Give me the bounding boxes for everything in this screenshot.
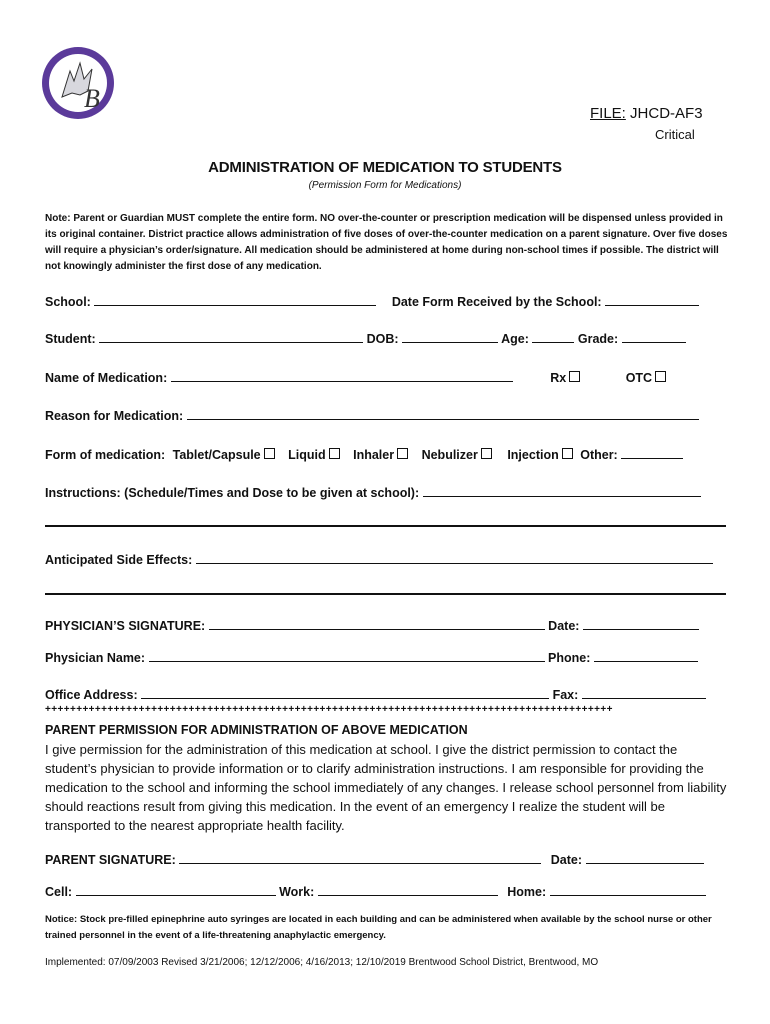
dob-label: DOB: [366, 332, 399, 346]
reason-label: Reason for Medication: [45, 409, 184, 423]
cell-label: Cell: [45, 885, 73, 899]
note-text: Note: Parent or Guardian MUST complete the entire form. NO over-the-counter or prescription medication will be dispensed unless provided in its original container. District practice allows administration of five doses of over-the-counter medication on a parent signature. Over five doses will require a physician’s order/signature. All medication should be administered at home during non-school times if possible. The district will not knowingly administer the first dose of any medication. [45, 213, 728, 272]
instructions-label: Instructions: (Schedule/Times and Dose to be given at school): [45, 486, 420, 500]
rx-checkbox[interactable] [569, 371, 580, 382]
parent-signature-label: PARENT SIGNATURE: [45, 853, 176, 867]
logo-letter: B [84, 84, 100, 113]
office-address-row [45, 686, 706, 702]
form-of-medication-row [45, 446, 683, 462]
side-effects-field[interactable] [196, 551, 713, 564]
file-code-value: JHCD-AF3 [630, 105, 703, 122]
tablet-checkbox[interactable] [264, 448, 275, 459]
medication-name-field[interactable] [171, 369, 513, 382]
rx-label: Rx [550, 371, 567, 385]
office-address-field[interactable] [141, 686, 549, 699]
form-label: Form of medication: [45, 448, 166, 462]
reason-field[interactable] [187, 407, 699, 420]
side-effects-row [45, 551, 713, 567]
parent-signature-row [45, 851, 704, 867]
otc-label: OTC [625, 371, 653, 385]
instructions-row [45, 484, 701, 500]
other-field[interactable] [621, 446, 683, 459]
page-title: ADMINISTRATION OF MEDICATION TO STUDENTS [208, 159, 562, 176]
file-label: FILE: [590, 105, 626, 122]
other-label: Other: [580, 448, 618, 462]
parent-permission-text: I give permission for the administration of this medication at school. I give the district permission to contact the student’s physician to provide information or to clarify administration instructions. I am responsible for providing the medication to the school and informing the school immediately of any changes. I release school personnel from liability should reactions result from giving this medication. In the event of an emergency I realize the student will be transported to the nearest appropriate health facility. [45, 742, 727, 833]
grade-label: Grade: [577, 332, 619, 346]
instructions-line-2[interactable] [45, 525, 726, 527]
contact-row [45, 883, 706, 899]
parent-permission-heading: PARENT PERMISSION FOR ADMINISTRATION OF ABOVE MEDICATION [45, 723, 468, 737]
age-field[interactable] [532, 330, 574, 343]
parent-date-label: Date: [550, 853, 583, 867]
fax-label: Fax: [552, 688, 579, 702]
liquid-checkbox[interactable] [329, 448, 340, 459]
physician-signature-label: PHYSICIAN’S SIGNATURE: [45, 619, 206, 633]
work-field[interactable] [318, 883, 498, 896]
dob-field[interactable] [402, 330, 498, 343]
side-effects-line-2[interactable] [45, 593, 726, 595]
physician-date-field[interactable] [583, 617, 699, 630]
student-field[interactable] [99, 330, 363, 343]
work-label: Work: [279, 885, 315, 899]
side-effects-label: Anticipated Side Effects: [45, 553, 193, 567]
nebulizer-checkbox[interactable] [481, 448, 492, 459]
otc-checkbox[interactable] [655, 371, 666, 382]
home-field[interactable] [550, 883, 706, 896]
injection-label: Injection [507, 448, 559, 462]
phone-field[interactable] [594, 649, 698, 662]
home-label: Home: [507, 885, 547, 899]
physician-name-row [45, 649, 698, 665]
student-row [45, 330, 686, 346]
school-label: School: [45, 295, 91, 309]
medication-name-label: Name of Medication: [45, 371, 168, 385]
tablet-label: Tablet/Capsule [172, 448, 261, 462]
school-row [45, 293, 699, 309]
parent-signature-field[interactable] [179, 851, 541, 864]
physician-name-label: Physician Name: [45, 651, 146, 665]
date-received-label: Date Form Received by the School: [391, 295, 602, 309]
office-address-label: Office Address: [45, 688, 138, 702]
liquid-label: Liquid [288, 448, 326, 462]
file-code [590, 105, 703, 122]
injection-checkbox[interactable] [562, 448, 573, 459]
physician-name-field[interactable] [149, 649, 545, 662]
footer-revision-info: Implemented: 07/09/2003 Revised 3/21/2006; 12/12/2006; 4/16/2013; 12/10/2019 Brentwood School District, Brentwood, MO [45, 957, 599, 968]
separator-line: +++++++++++++++++++++++++++++++++++++++++++++++++++++++++++++++++++++++++++++++++++++++++++ [45, 704, 613, 715]
inhaler-checkbox[interactable] [397, 448, 408, 459]
fax-field[interactable] [582, 686, 706, 699]
parent-date-field[interactable] [586, 851, 704, 864]
reason-row [45, 407, 699, 423]
nebulizer-label: Nebulizer [421, 448, 478, 462]
physician-signature-field[interactable] [209, 617, 545, 630]
grade-field[interactable] [622, 330, 686, 343]
criticality: Critical [655, 127, 695, 142]
page-subtitle: (Permission Form for Medications) [308, 180, 462, 191]
age-label: Age: [501, 332, 529, 346]
school-field[interactable] [94, 293, 376, 306]
district-logo [40, 45, 116, 121]
student-label: Student: [45, 332, 96, 346]
physician-signature-row [45, 617, 699, 633]
phone-label: Phone: [548, 651, 591, 665]
instructions-field[interactable] [423, 484, 701, 497]
cell-field[interactable] [76, 883, 276, 896]
inhaler-label: Inhaler [353, 448, 395, 462]
date-received-field[interactable] [605, 293, 699, 306]
medication-row [45, 369, 666, 385]
epinephrine-notice: Notice: Stock pre-filled epinephrine auto syringes are located in each building and can be administered when available by the school nurse or other trained personnel in the event of a life-threatening anaphylactic emergency. [45, 914, 712, 941]
physician-date-label: Date: [548, 619, 580, 633]
